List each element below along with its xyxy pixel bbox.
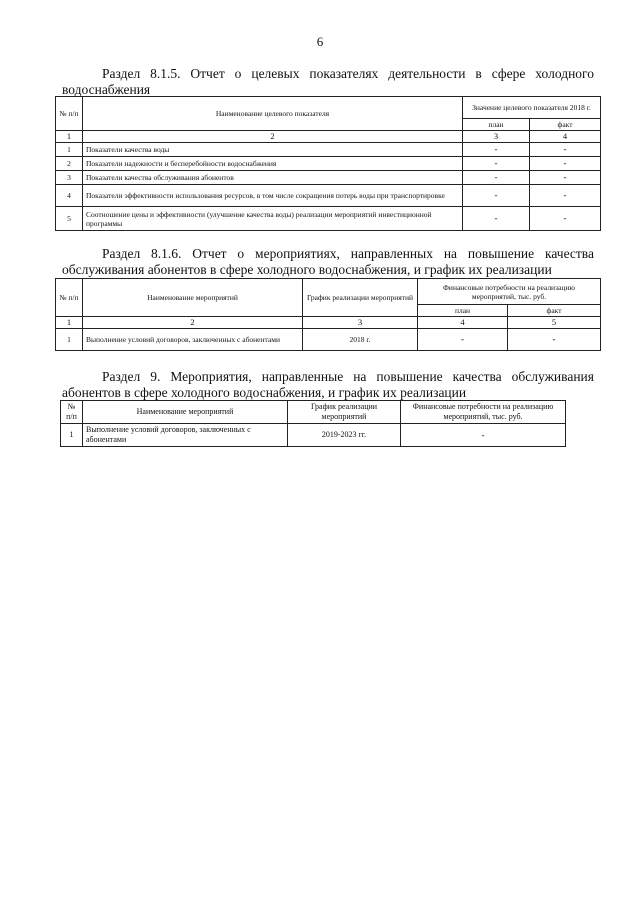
index-cell: 3 [463,131,530,143]
row-num: 4 [56,185,83,207]
row-fact: - [530,185,601,207]
row-plan: - [463,185,530,207]
table-row [56,185,601,207]
header-num: № п/п [61,401,83,424]
section-8-1-6-heading-text: Раздел 8.1.6. Отчет о мероприятиях, направленных на повышение качества обслуживания абонентов в сфере холодного водоснабжения, и график их реализации [62,246,594,277]
section-9-heading [62,369,594,401]
header-fact: факт [530,119,601,131]
table-row [56,143,601,157]
row-indicator-name: Показатели качества обслуживания абонентов [83,171,463,185]
row-fact: - [530,143,601,157]
header-target-value: Значение целевого показателя 2018 г. [463,97,601,119]
index-cell: 4 [530,131,601,143]
section-8-1-5-heading-text: Раздел 8.1.5. Отчет о целевых показателях деятельности в сфере холодного водоснабжения [62,66,594,97]
row-indicator-name: Показатели надежности и бесперебойности водоснабжения [83,157,463,171]
header-schedule: График реализации мероприятий [303,279,418,317]
index-cell: 2 [83,131,463,143]
header-fact: факт [508,305,601,317]
row-fact: - [530,171,601,185]
row-plan: - [463,143,530,157]
row-indicator-name: Показатели качества воды [83,143,463,157]
column-index-row [56,131,601,143]
header-finance-needs: Финансовые потребности на реализацию мероприятий, тыс. руб. [401,401,566,424]
row-indicator-name: Показатели эффективности использования ресурсов, в том числе сокращения потерь воды при транспортировке [83,185,463,207]
column-index-row [56,317,601,329]
row-schedule: 2019-2023 гг. [288,424,401,447]
row-fact: - [530,157,601,171]
row-plan: - [463,157,530,171]
section-8-1-5-heading [62,66,594,98]
header-event-name: Наименование мероприятий [83,279,303,317]
header-event-name: Наименование мероприятий [83,401,288,424]
header-indicator-name: Наименование целевого показателя [83,97,463,131]
header-finance-needs: Финансовые потребности на реализацию мероприятий, тыс. руб. [418,279,601,305]
row-plan: - [418,329,508,351]
index-cell: 1 [56,317,83,329]
header-plan: план [418,305,508,317]
table-row [56,207,601,231]
row-fact: - [530,207,601,231]
header-plan: план [463,119,530,131]
table-row [56,171,601,185]
table-row [61,424,566,447]
table-row [56,329,601,351]
row-event-name: Выполнение условий договоров, заключенных с абонентами [83,424,288,447]
table-row [56,157,601,171]
row-plan: - [463,207,530,231]
page-number: 6 [316,34,324,49]
service-quality-events-table [55,278,601,351]
row-num: 1 [56,329,83,351]
row-num: 2 [56,157,83,171]
index-cell: 4 [418,317,508,329]
row-event-name: Выполнение условий договоров, заключенных с абонентами [83,329,303,351]
section-8-1-6-heading [62,246,594,278]
header-schedule: График реализации мероприятий [288,401,401,424]
row-schedule: 2018 г. [303,329,418,351]
row-finance: - [401,424,566,447]
header-num: № п/п [56,97,83,131]
header-num: № п/п [56,279,83,317]
row-indicator-name: Соотношение цены и эффективности (улучшение качества воды) реализации мероприятий инвестиционной программы [83,207,463,231]
row-plan: - [463,171,530,185]
target-indicators-table [55,96,601,231]
section-9-heading-text: Раздел 9. Мероприятия, направленные на повышение качества обслуживания абонентов в сфере холодного водоснабжения, и график их реализации [62,369,594,400]
row-fact: - [508,329,601,351]
index-cell: 3 [303,317,418,329]
row-num: 3 [56,171,83,185]
index-cell: 2 [83,317,303,329]
row-num: 1 [61,424,83,447]
row-num: 1 [56,143,83,157]
planned-events-table [60,400,566,447]
index-cell: 5 [508,317,601,329]
row-num: 5 [56,207,83,231]
index-cell: 1 [56,131,83,143]
